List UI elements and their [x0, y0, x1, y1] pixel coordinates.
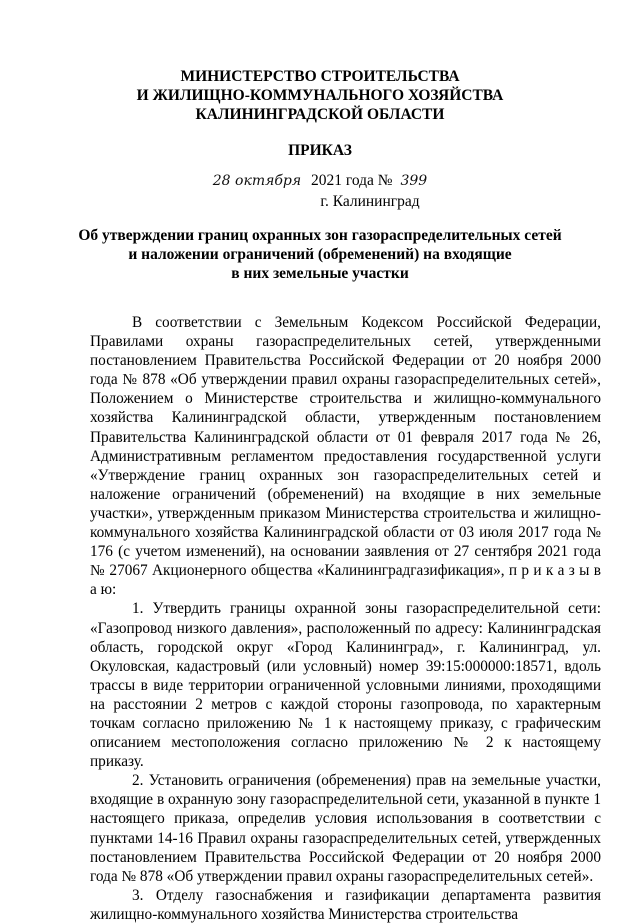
order-subject — [0, 226, 640, 283]
subject-line-3: в них земельные участки — [231, 265, 409, 282]
subject-line-2: и наложении ограничений (обременений) на входящие — [128, 246, 512, 263]
ministry-line-3: КАЛИНИНГРАДСКОЙ ОБЛАСТИ — [195, 106, 445, 123]
item-3-paragraph: 3. Отделу газоснабжения и газификации департамента развития жилищно-коммунального хозяйства Министерства строительства — [90, 886, 601, 923]
city: г. Калининград — [320, 193, 420, 210]
year-text: 2021 года № — [311, 172, 393, 189]
item-2-paragraph: 2. Установить ограничения (обременения) прав на земельные участки, входящие в охранную зону газораспределительной сети, указанной в пункте 1 настоящего приказа, определив условия использования в соответствии с пунктами 14-16 Правил охраны газораспределительных сетей, утвержденных постановлением Правительства Российской Федерации от 20 ноября 2000 года № 878 «Об утверждении правил охраны газораспределительных сетей». — [90, 772, 601, 885]
order-body — [90, 313, 601, 924]
handwritten-date: 28 октября — [212, 173, 302, 189]
ministry-name — [0, 67, 640, 124]
preamble-paragraph: В соответствии с Земельным Кодексом Российской Федерации, Правилами охраны газораспределительных сетей, утвержденными постановлением Правительства Российской Федерации от 20 ноября 2000 года № 878 «Об утверждении правил охраны газораспределительных сетей», Положением о Министерстве строительства и жилищно-коммунального хозяйства Калининградской области, утвержденным постановлением Правительства Калининградской области от 01 февраля 2017 года № 26, Административным регламентом предоставления государственной услуги «Утверждение границ охранных зон газораспределительных сетей и наложение ограничений (обременений) на входящие в них земельные участки», утвержденным приказом Министерства строительства и жилищно-коммунального хозяйства Калининградской области от 03 июля 2017 года № 176 (с учетом изменений), на основании заявления от 27 сентября 2021 года № 27067 Акционерного общества «Калининградгазификация», п р и к а з ы в а ю: — [90, 314, 601, 599]
item-1-paragraph: 1. Утвердить границы охранной зоны газораспределительной сети: «Газопровод низкого давления», расположенный по адресу: Калининградская область, городской округ «Город Калининград», г. Калининград, ул. Окуловская, кадастровый (или условный) номер 39:15:000000:18571, вдоль трассы в виде территории ограниченной условными линиями, проходящими на расстоянии 2 метров с каждой стороны газопровода, по характерным точкам согласно приложению № 1 к настоящему приказу, с графическим описанием местоположения согласно приложению № 2 к настоящему приказу. — [90, 600, 601, 771]
ministry-line-1: МИНИСТЕРСТВО СТРОИТЕЛЬСТВА — [180, 68, 460, 85]
subject-line-1: Об утверждении границ охранных зон газораспределительных сетей — [78, 227, 562, 244]
date-line — [0, 172, 640, 190]
handwritten-number: 399 — [400, 173, 428, 189]
ministry-line-2: И ЖИЛИЩНО-КОММУНАЛЬНОГО ХОЗЯЙСТВА — [136, 87, 504, 104]
document-type: ПРИКАЗ — [288, 142, 352, 159]
